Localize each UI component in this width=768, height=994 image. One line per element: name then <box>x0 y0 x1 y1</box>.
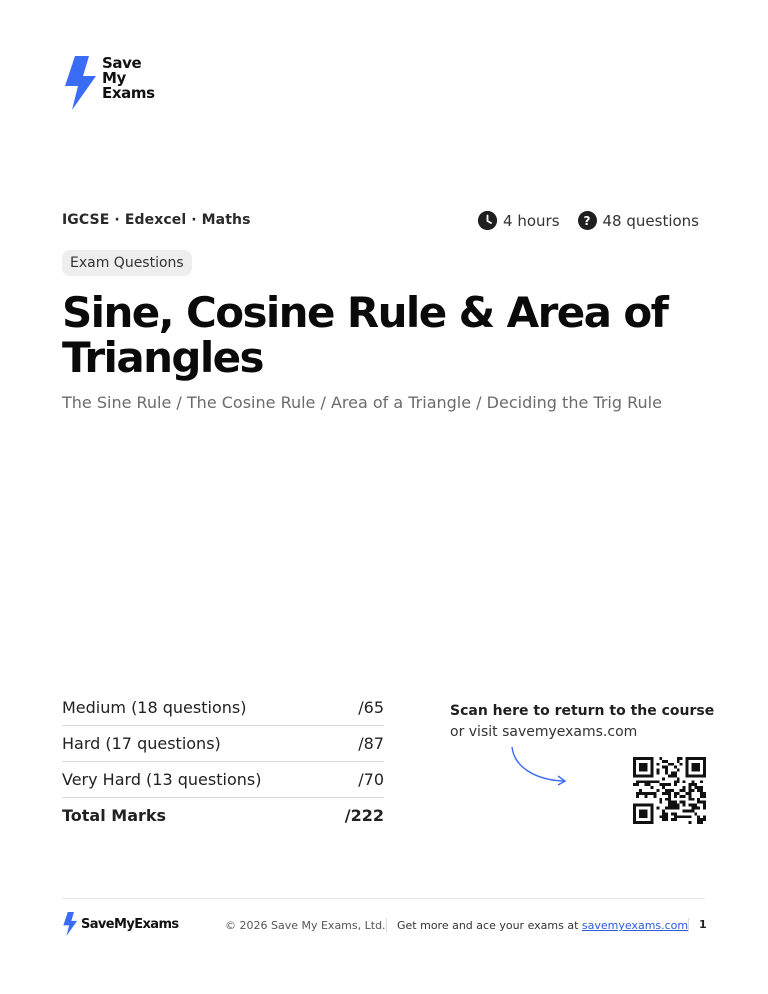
logo-word-2: My <box>102 69 126 87</box>
marks-row-hard <box>62 726 384 762</box>
logo-word-1: Save <box>102 54 142 72</box>
marks-table <box>62 690 384 833</box>
copyright-text: © 2026 Save My Exams, Ltd. <box>225 919 386 932</box>
scan-subtitle: or visit savemyexams.com <box>450 724 638 740</box>
marks-row-very-hard <box>62 762 384 798</box>
curved-arrow-icon <box>506 744 572 788</box>
clock-icon <box>478 211 497 230</box>
marks-row-total <box>62 798 384 833</box>
level-label: IGCSE <box>62 212 110 228</box>
marks-row-label: Very Hard (13 questions) <box>62 770 262 789</box>
course-breadcrumb <box>62 212 251 228</box>
footer-separator <box>386 918 387 932</box>
page-number: 1 <box>699 918 707 931</box>
footer-logo <box>62 912 179 936</box>
marks-row-value: /70 <box>358 770 384 789</box>
exam-stats <box>478 211 699 230</box>
logo-wordmark <box>102 56 155 101</box>
marks-row-label: Medium (18 questions) <box>62 698 247 717</box>
marks-row-value: /87 <box>358 734 384 753</box>
marks-row-label: Hard (17 questions) <box>62 734 221 753</box>
subject-label: Maths <box>201 212 251 228</box>
footer-cta <box>397 919 688 932</box>
footer-divider <box>62 898 705 899</box>
separator: · <box>114 212 120 228</box>
footer-separator <box>688 918 689 932</box>
brand-logo <box>62 56 155 110</box>
footer-cta-text: Get more and ace your exams at <box>397 919 582 932</box>
logo-word-3: Exams <box>102 84 155 102</box>
duration-text: 4 hours <box>503 211 560 230</box>
total-label: Total Marks <box>62 806 167 825</box>
board-label: Edexcel <box>124 212 187 228</box>
exam-questions-chip: Exam Questions <box>62 250 192 276</box>
lightning-bolt-icon <box>62 912 78 936</box>
qr-code[interactable] <box>633 757 706 824</box>
total-value: /222 <box>344 806 384 825</box>
scan-title: Scan here to return to the course <box>450 703 715 719</box>
lightning-bolt-icon <box>62 56 98 110</box>
page-title: Sine, Cosine Rule & Area of Triangles <box>62 288 668 382</box>
footer-brand-name: SaveMyExams <box>81 916 179 932</box>
marks-row-value: /65 <box>358 698 384 717</box>
marks-row-medium <box>62 690 384 726</box>
topic-list: The Sine Rule / The Cosine Rule / Area of a Triangle / Deciding the Trig Rule <box>62 393 662 412</box>
question-count-text: 48 questions <box>602 211 699 230</box>
savemyexams-link[interactable]: savemyexams.com <box>581 919 689 932</box>
question-icon: ? <box>578 211 597 230</box>
separator: · <box>191 212 197 228</box>
